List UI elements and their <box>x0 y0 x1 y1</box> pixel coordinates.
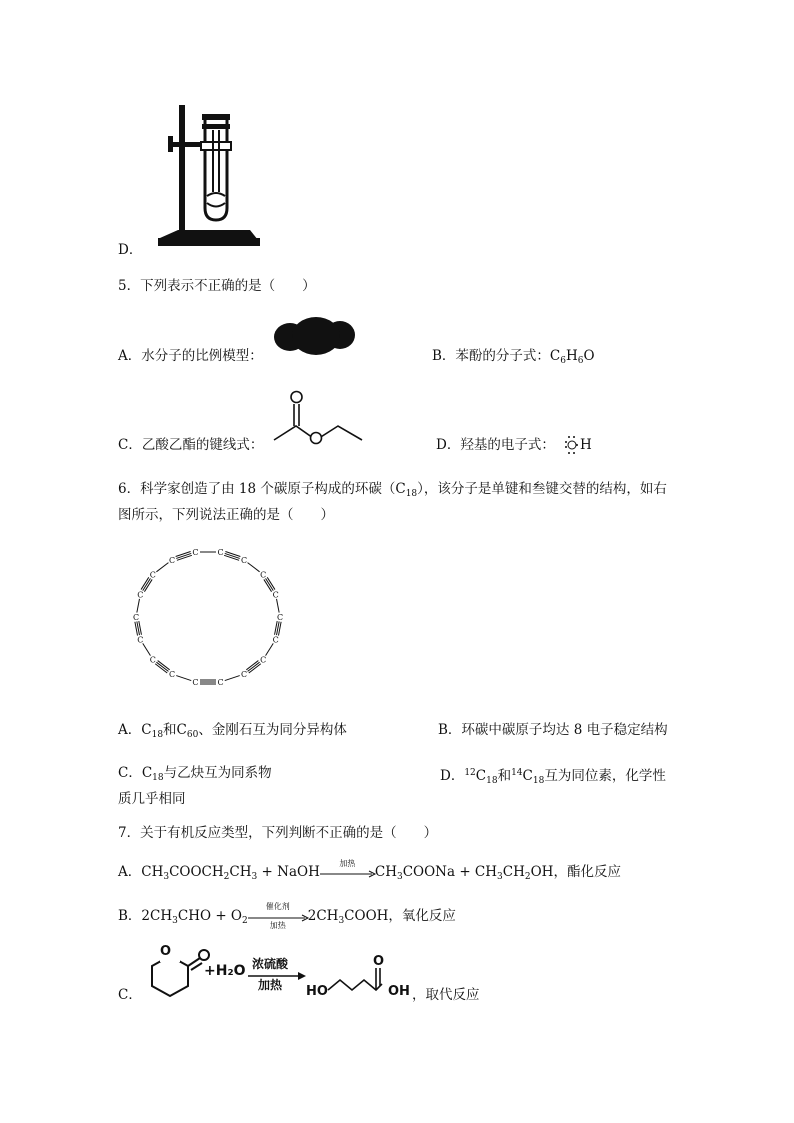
q6-option-d-line2: 质几乎相同 <box>118 791 186 807</box>
q5-option-b <box>432 346 595 371</box>
q5-option-d <box>436 435 555 455</box>
q4-option-d-image <box>150 100 270 255</box>
q7-c-condition-top: 浓硫酸 <box>252 957 289 971</box>
q5-option-a: A．水分子的比例模型： <box>118 348 263 364</box>
cyclocarbon-c18-ring-diagram <box>128 542 288 692</box>
ring-triple-bond <box>249 664 261 673</box>
ring-carbon-atom: C <box>217 548 224 558</box>
ring-single-bond <box>176 676 191 681</box>
ring-carbon-atom: C <box>240 670 248 680</box>
q5-option-b-text: B．苯酚的分子式： <box>432 348 550 364</box>
q7-b-condition-top: 催化剂 <box>265 901 290 911</box>
ring-triple-bond <box>155 664 167 673</box>
ring-carbon-atom: C <box>168 670 176 680</box>
q7-a-tail: ，酯化反应 <box>553 864 621 880</box>
ring-carbon-atom: C <box>276 613 284 622</box>
ring-carbon-atom: C <box>149 655 156 665</box>
hydroxyl-electron-dot-oxygen <box>565 434 579 456</box>
q5-stem: 5．下列表示不正确的是（ ） <box>118 278 316 294</box>
iron-stand-test-tube-diagram <box>150 100 270 255</box>
ring-single-bond <box>266 643 274 655</box>
ring-triple-bond <box>156 662 168 671</box>
q7-c-product-oh: OH <box>388 984 410 999</box>
q7-b-condition-bottom: 加热 <box>269 920 286 930</box>
ring-carbon-atom: C <box>260 655 267 665</box>
q7-a-condition: 加热 <box>339 858 356 868</box>
q5-option-d-text: D．羟基的电子式： <box>436 437 555 453</box>
q6-option-c: C．$C_{18}$与乙炔互为同系物 <box>118 765 272 783</box>
ring-carbon-atom: C <box>217 677 224 687</box>
ring-carbon-atom: C <box>272 635 279 645</box>
phenol-formula: $C_6H_6O$ <box>549 348 595 366</box>
ring-single-bond <box>137 599 140 613</box>
hydroxyl-h: H <box>580 437 592 453</box>
delta-valerolactone-structure <box>142 944 212 1004</box>
ring-carbon-atom: C <box>240 555 248 565</box>
ring-triple-bond <box>158 661 170 670</box>
q7-option-c-label: C． <box>118 987 142 1003</box>
ring-carbon-atom: C <box>168 555 176 565</box>
q6-option-d-line1: D．$^{12}C_{18}$和$^{14}C_{18}$互为同位素，化学性 <box>440 768 666 786</box>
q6-stem-line2: 图所示，下列说法正确的是（ ） <box>118 507 334 523</box>
ring-single-bond <box>277 599 280 613</box>
q6-stem-line1-b: ），该分子是单键和叁键交替的结构，如右 <box>417 481 667 497</box>
ring-single-bond <box>225 676 240 681</box>
ring-carbon-atom: C <box>132 613 140 622</box>
ring-single-bond <box>248 563 260 572</box>
ring-carbon-atom: C <box>192 677 199 687</box>
ethyl-acetate-skeletal-formula <box>270 388 370 448</box>
q4-option-d-label: D． <box>118 242 143 258</box>
ring-single-bond <box>143 643 151 655</box>
q7-option-a: A．$CH_3COOCH_2CH_3$ + NaOH 加热 $CH_3COONa + CH_3CH_2OH$，酯化反应 <box>118 858 621 882</box>
water-space-filling-model <box>272 316 362 356</box>
q7-option-b: B．$2CH_3CHO + O_2$ 催化剂 加热 $2CH_3COOH$，氧化反应 <box>118 901 456 930</box>
ring-triple-bond <box>246 661 258 670</box>
q7-c-product-ho: HO <box>306 984 328 999</box>
q6-option-a: A．$C_{18}$和$C_{60}$、金刚石互为同分异构体 <box>118 722 347 740</box>
q7-b-tail: ，氧化反应 <box>388 908 456 924</box>
q6-option-b: B．环碳中碳原子均达 8 电子稳定结构 <box>438 722 668 738</box>
q7-c-tail: ，取代反应 <box>412 987 480 1003</box>
q7-c-product-carbonyl-o: O <box>373 954 385 969</box>
ring-carbon-atom: C <box>192 548 199 558</box>
ring-carbon-atom: C <box>149 570 156 580</box>
ring-carbon-atom: C <box>137 635 144 645</box>
lactone-ring-o: O <box>160 944 172 959</box>
q6-stem-line1: 6．科学家创造了由 18 个碳原子构成的环碳$(C_{18})$，该分子是单键和叁键交替的结构，如右 <box>118 481 667 499</box>
q7-c-condition-bottom: 加热 <box>258 978 283 992</box>
q7-c-plus-water: +H₂O <box>204 963 246 979</box>
ring-single-bond <box>156 563 168 572</box>
ring-carbon-atom: C <box>260 570 267 580</box>
q7-stem: 7．关于有机反应类型，下列判断不正确的是（ ） <box>118 825 438 841</box>
q5-option-c: C．乙酸乙酯的键线式： <box>118 437 264 453</box>
ring-carbon-atom: C <box>137 590 144 600</box>
reaction-arrow-icon <box>320 871 375 877</box>
ring-carbon-atom: C <box>272 590 279 600</box>
q6-stem-line1-a: 6．科学家创造了由 18 个碳原子构成的环碳（C <box>118 481 406 497</box>
ring-triple-bond <box>248 662 260 671</box>
